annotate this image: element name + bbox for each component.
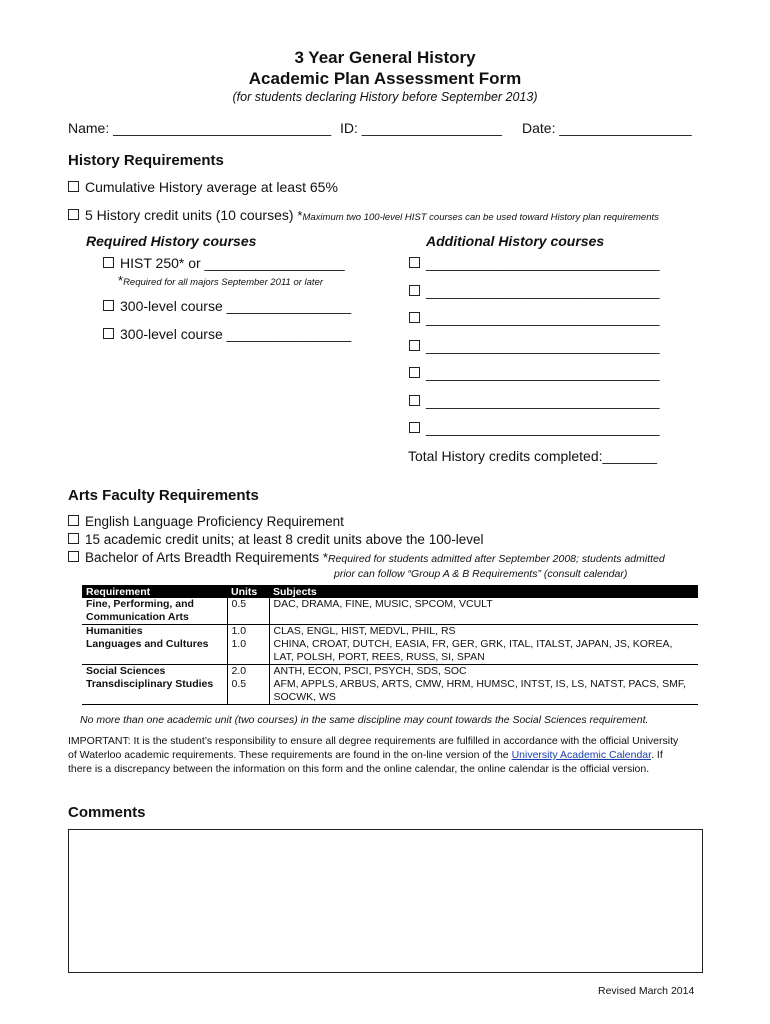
table-row — [82, 598, 698, 625]
checkbox[interactable] — [68, 181, 79, 192]
form-subtitle: (for students declaring History before September 2013) — [232, 90, 538, 104]
arts-req-breadth-note1: Required for students admitted after September 2008; students admitted — [327, 553, 665, 565]
arts-req-credits — [68, 532, 483, 547]
additional-course-line — [409, 365, 660, 381]
hist250-note-line — [118, 272, 323, 290]
hist250-label[interactable]: HIST 250* or __________________ — [120, 255, 345, 271]
checkbox[interactable] — [409, 367, 420, 378]
additional-course-line — [409, 255, 660, 271]
table-cell-requirement: Languages and Cultures — [86, 638, 209, 650]
important-notice — [68, 734, 688, 776]
arts-req-breadth — [68, 550, 665, 565]
hist250-line — [103, 255, 345, 271]
table-row — [82, 665, 698, 679]
checkbox[interactable] — [409, 257, 420, 268]
additional-course-line — [409, 310, 660, 326]
arts-req-breadth-note2: prior can follow “Group A & B Requirements” (consult calendar) — [334, 568, 628, 580]
asterisk: * — [118, 273, 124, 288]
course300-label-a[interactable]: 300-level course ________________ — [120, 298, 352, 314]
course300-label-b[interactable]: 300-level course ________________ — [120, 326, 352, 342]
additional-course-blank[interactable]: ______________________________ — [426, 310, 660, 326]
table-cell-requirement: Fine, Performing, and Communication Arts — [86, 598, 194, 623]
additional-courses-heading: Additional History courses — [426, 233, 605, 249]
table-cell-requirement: Social Sciences — [82, 665, 227, 679]
arts-req-english-label: English Language Proficiency Requirement — [85, 514, 344, 529]
history-req-credits-label: 5 History credit units (10 courses) — [85, 207, 294, 223]
table-cell-subjects: DAC, DRAMA, FINE, MUSIC, SPCOM, VCULT — [269, 598, 698, 625]
additional-course-line — [409, 420, 660, 436]
table-header-units: Units — [227, 585, 269, 598]
table-row — [82, 678, 698, 705]
history-req-average-label: Cumulative History average at least 65% — [85, 179, 338, 195]
checkbox[interactable] — [68, 515, 79, 526]
additional-course-blank[interactable]: ______________________________ — [426, 393, 660, 409]
table-cell-subjects: CLAS, ENGL, HIST, MEDVL, PHIL, RS — [269, 625, 698, 639]
course300-line-a — [103, 298, 351, 314]
table-row — [82, 638, 698, 665]
additional-course-blank[interactable]: ______________________________ — [426, 283, 660, 299]
checkbox[interactable] — [409, 395, 420, 406]
arts-req-english — [68, 514, 344, 529]
checkbox[interactable] — [103, 300, 114, 311]
name-field[interactable]: Name: ____________________________ — [68, 120, 332, 136]
table-cell-units: 0.5 — [227, 678, 269, 705]
history-req-average — [68, 179, 338, 195]
table-cell-units: 0.5 — [227, 598, 269, 625]
additional-course-line — [409, 283, 660, 299]
additional-course-blank[interactable]: ______________________________ — [426, 420, 660, 436]
arts-req-breadth-label: Bachelor of Arts Breadth Requirements — [85, 550, 320, 565]
checkbox[interactable] — [68, 551, 79, 562]
additional-course-blank[interactable]: ______________________________ — [426, 365, 660, 381]
checkbox[interactable] — [103, 257, 114, 268]
form-title-line2: Academic Plan Assessment Form — [248, 69, 522, 88]
comments-heading: Comments — [68, 804, 146, 821]
id-field[interactable]: ID: __________________ — [340, 120, 502, 136]
hist250-note: Required for all majors September 2011 or later — [123, 277, 324, 288]
checkbox[interactable] — [103, 328, 114, 339]
table-cell-subjects: CHINA, CROAT, DUTCH, EASIA, FR, GER, GRK, ITAL, ITALST, JAPAN, JS, KOREA, LAT, POLSH, PORT, REES, RUSS, SI, SPAN — [269, 638, 698, 665]
checkbox[interactable] — [409, 340, 420, 351]
additional-course-line — [409, 393, 660, 409]
table-row — [82, 625, 698, 639]
total-history-credits[interactable]: Total History credits completed:_______ — [408, 448, 658, 464]
checkbox[interactable] — [409, 422, 420, 433]
checkbox[interactable] — [68, 209, 79, 220]
table-header-subjects: Subjects — [269, 585, 698, 598]
checkbox[interactable] — [409, 285, 420, 296]
important-text-1: IMPORTANT: It is the student’s responsibility to ensure all degree requirements are fulfilled in accordance with the official University of Waterloo academic requirements. These requirements are found in the on-line version of the — [68, 735, 679, 761]
table-cell-units: 1.0 — [227, 638, 269, 665]
arts-requirements-heading: Arts Faculty Requirements — [68, 487, 259, 504]
table-cell-units: 2.0 — [227, 665, 269, 679]
comments-input-box[interactable] — [68, 829, 703, 973]
table-header-requirement: Requirement — [82, 585, 227, 598]
table-footnote: No more than one academic unit (two courses) in the same discipline may count towards the Social Sciences requirement. — [80, 714, 649, 726]
important-text-2: . If there is a discrepancy between the information on this form and the online calendar, the online calendar is the official version. — [68, 749, 663, 775]
history-requirements-heading: History Requirements — [68, 152, 224, 169]
table-header-row — [82, 585, 698, 598]
additional-course-blank[interactable]: ______________________________ — [426, 255, 660, 271]
required-courses-heading: Required History courses — [86, 233, 257, 249]
breadth-requirements-table — [82, 585, 698, 705]
checkbox[interactable] — [409, 312, 420, 323]
date-field[interactable]: Date: _________________ — [522, 120, 692, 136]
course300-line-b — [103, 326, 351, 342]
additional-course-line — [409, 338, 660, 354]
table-cell-requirement: Transdisciplinary Studies — [86, 678, 214, 690]
asterisk: * — [322, 550, 328, 565]
additional-course-blank[interactable]: ______________________________ — [426, 338, 660, 354]
history-req-credits — [68, 207, 659, 223]
form-title-line1: 3 Year General History — [294, 48, 476, 67]
revised-date: Revised March 2014 — [598, 985, 695, 997]
table-cell-units: 1.0 — [227, 625, 269, 639]
table-cell-requirement: Humanities — [82, 625, 227, 639]
table-cell-subjects: ANTH, ECON, PSCI, PSYCH, SDS, SOC — [269, 665, 698, 679]
checkbox[interactable] — [68, 533, 79, 544]
table-cell-subjects: AFM, APPLS, ARBUS, ARTS, CMW, HRM, HUMSC, INTST, IS, LS, NATST, PACS, SMF, SOCWK, WS — [269, 678, 698, 705]
arts-req-credits-label: 15 academic credit units; at least 8 credit units above the 100-level — [85, 532, 484, 547]
academic-calendar-link[interactable]: University Academic Calendar — [511, 749, 652, 761]
asterisk: * — [297, 208, 303, 223]
history-req-credits-note: Maximum two 100-level HIST courses can be used toward History plan requirements — [302, 212, 659, 223]
